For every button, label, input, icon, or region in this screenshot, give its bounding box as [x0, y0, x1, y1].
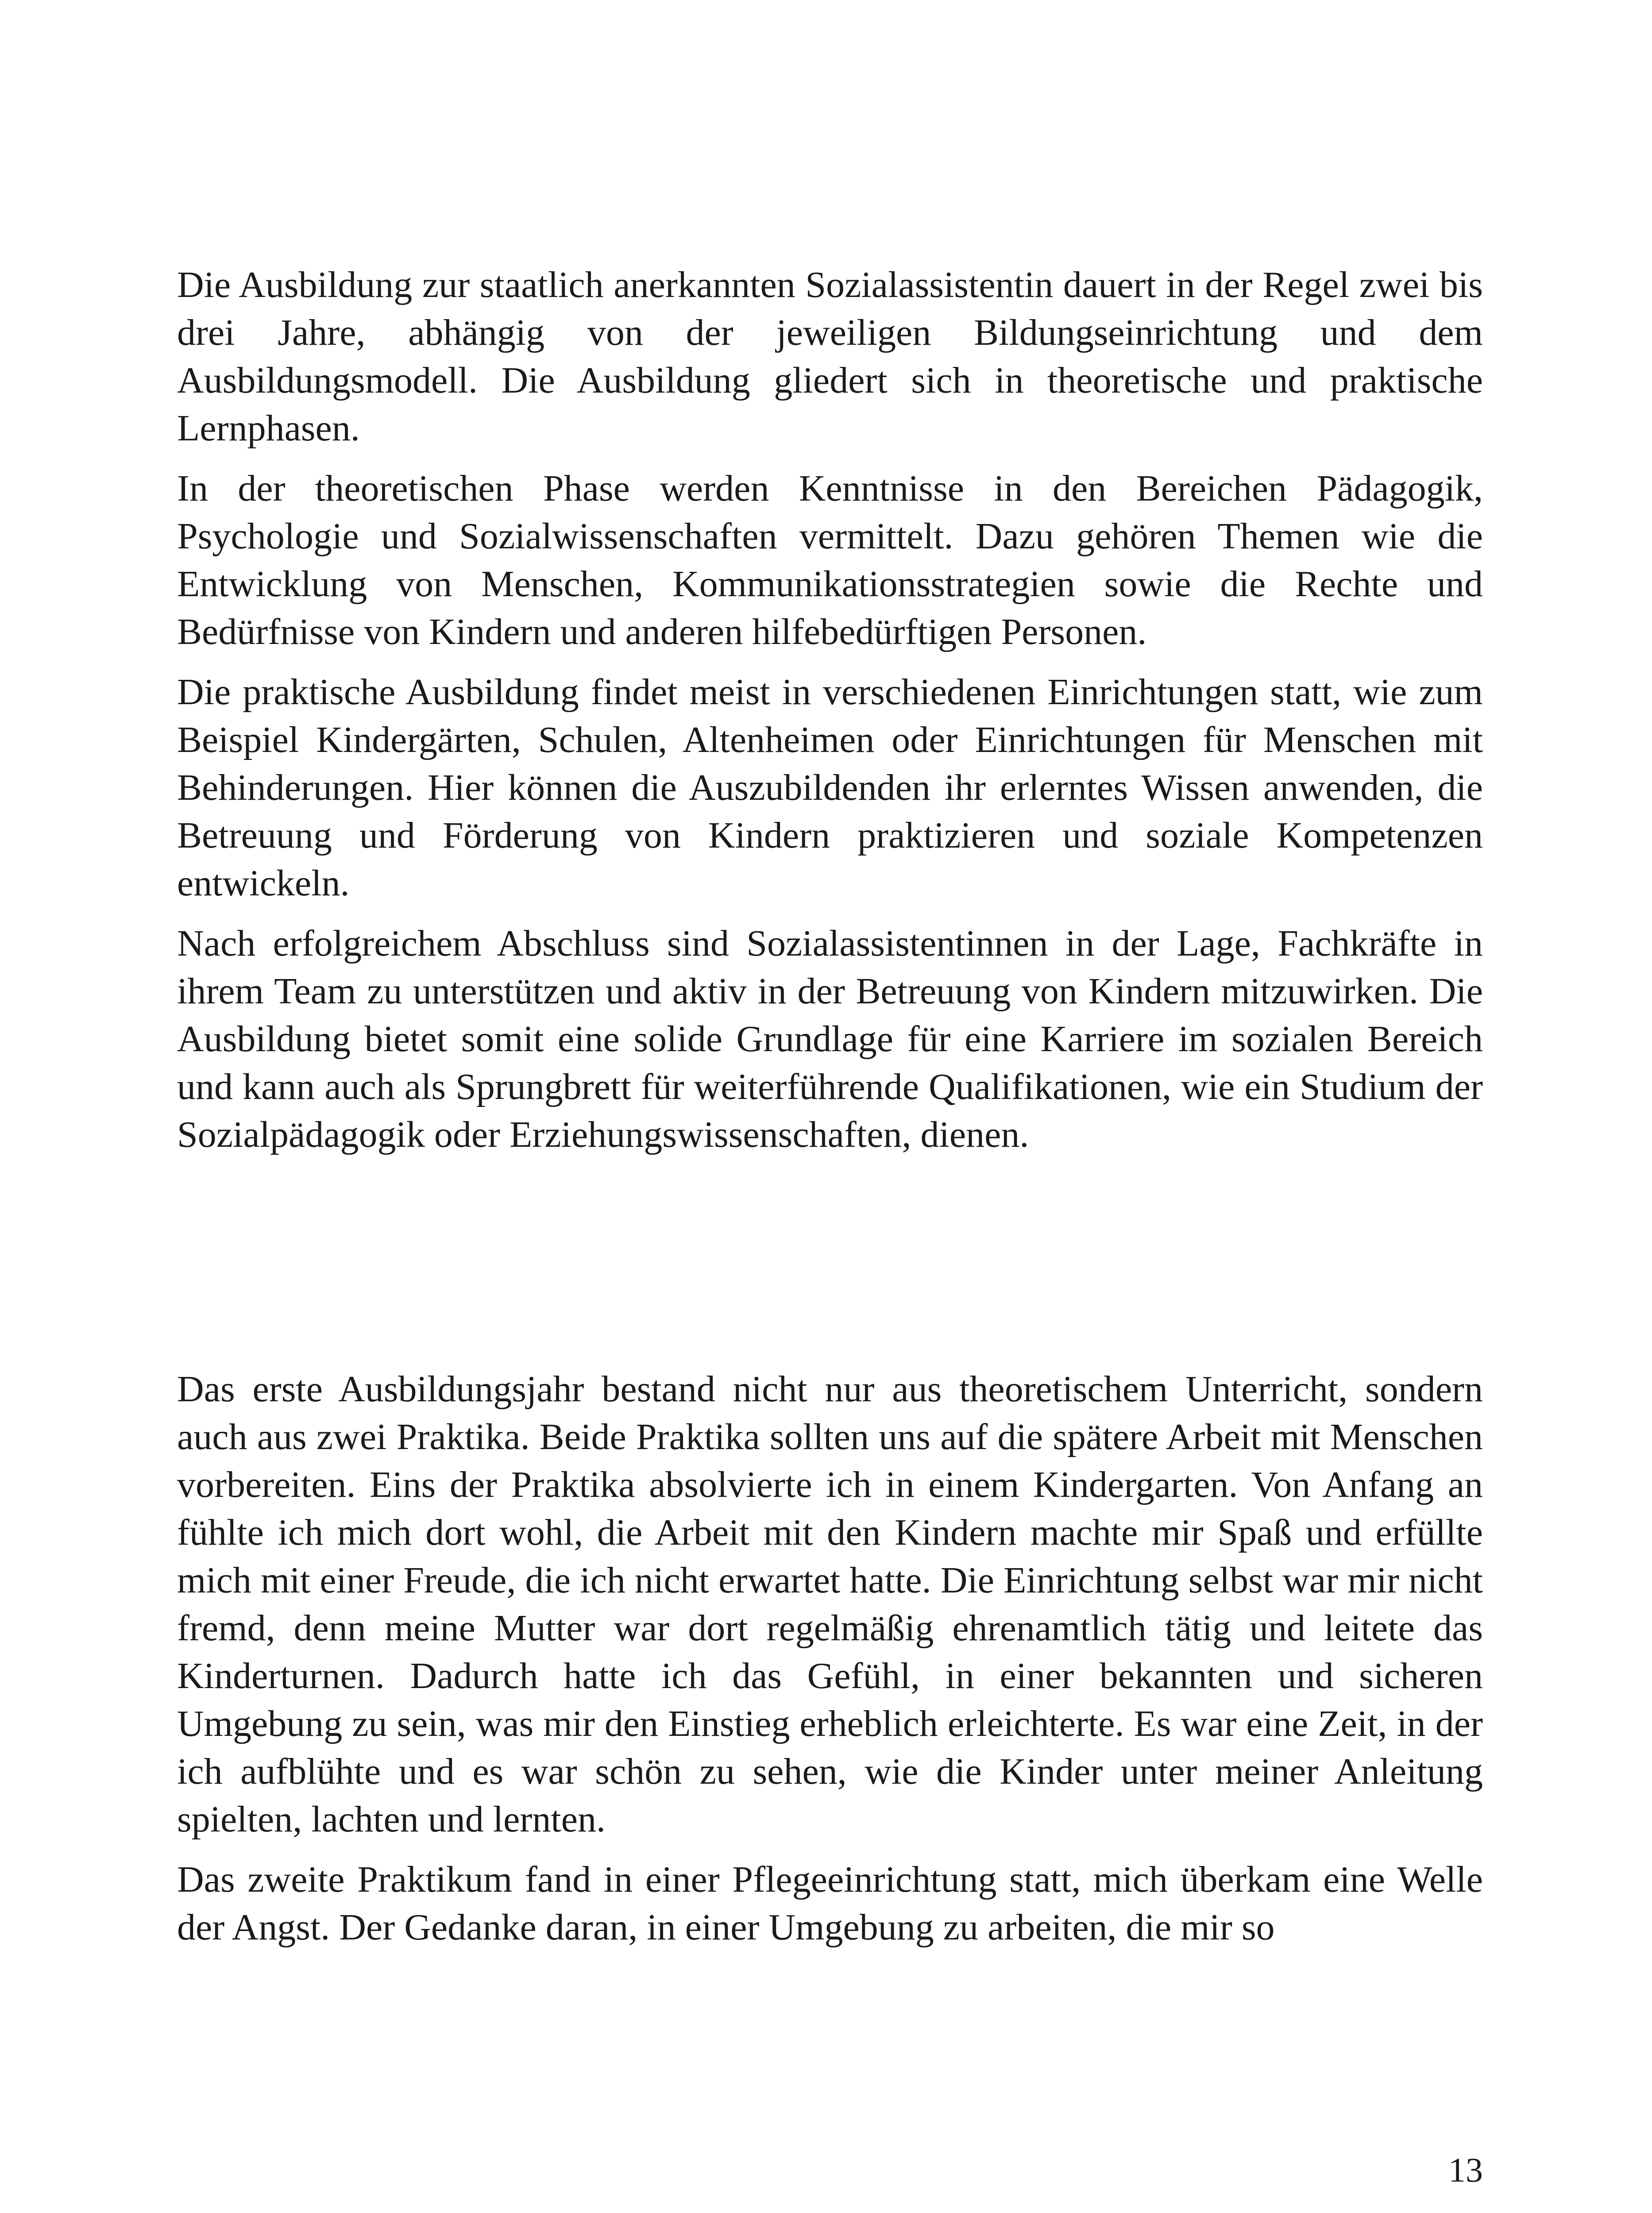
text-section-internships: [177, 1365, 1483, 1964]
paragraph: Das erste Ausbildungsjahr bestand nicht nur aus theoretischem Unterricht, sondern auch aus zwei Praktika. Beide Praktika sollten uns auf die spätere Arbeit mit Menschen vorbereiten. Eins der Praktika absolvierte ich in einem Kindergarten. Von Anfang an fühlte ich mich dort wohl, die Arbeit mit den Kindern machte mir Spaß und erfüllte mich mit einer Freude, die ich nicht erwartet hatte. Die Einrichtung selbst war mir nicht fremd, denn meine Mutter war dort regelmäßig ehrenamtlich tätig und leitete das Kinderturnen. Dadurch hatte ich das Gefühl, in einer bekannten und sicheren Umgebung zu sein, was mir den Einstieg erheblich erleichterte. Es war eine Zeit, in der ich aufblühte und es war schön zu sehen, wie die Kinder unter meiner Anleitung spielten, lachten und lernten.: [177, 1369, 1483, 1840]
page-number: 13: [1448, 2151, 1483, 2189]
text-section-education: [177, 261, 1483, 1171]
paragraph: Die praktische Ausbildung findet meist in verschiedenen Einrichtungen statt, wie zum Beispiel Kindergärten, Schulen, Altenheimen oder Einrichtungen für Menschen mit Behinderungen. Hier können die Auszubildenden ihr erlerntes Wissen anwenden, die Betreuung und Förderung von Kindern praktizieren und soziale Kompetenzen entwickeln.: [177, 671, 1483, 904]
paragraph: Das zweite Praktikum fand in einer Pflegeeinrichtung statt, mich überkam eine Welle der Angst. Der Gedanke daran, in einer Umgebung zu arbeiten, die mir so: [177, 1859, 1483, 1948]
paragraph: In der theoretischen Phase werden Kenntnisse in den Bereichen Pädagogik, Psychologie und Sozialwissenschaften vermittelt. Dazu gehören Themen wie die Entwicklung von Menschen, Kommunikationsstrategien sowie die Rechte und Bedürfnisse von Kindern und anderen hilfebedürftigen Personen.: [177, 468, 1483, 652]
paragraph: Die Ausbildung zur staatlich anerkannten Sozialassistentin dauert in der Regel zwei bis drei Jahre, abhängig von der jeweiligen Bildungseinrichtung und dem Ausbildungsmodell. Die Ausbildung gliedert sich in theoretische und praktische Lernphasen.: [177, 264, 1483, 449]
paragraph: Nach erfolgreichem Abschluss sind Sozialassistentinnen in der Lage, Fachkräfte in ihrem Team zu unterstützen und aktiv in der Betreuung von Kindern mitzuwirken. Die Ausbildung bietet somit eine solide Grundlage für eine Karriere im sozialen Bereich und kann auch als Sprungbrett für weiterführende Qualifikationen, wie ein Studium der Sozialpädagogik oder Erziehungswissenschaften, dienen.: [177, 923, 1483, 1155]
